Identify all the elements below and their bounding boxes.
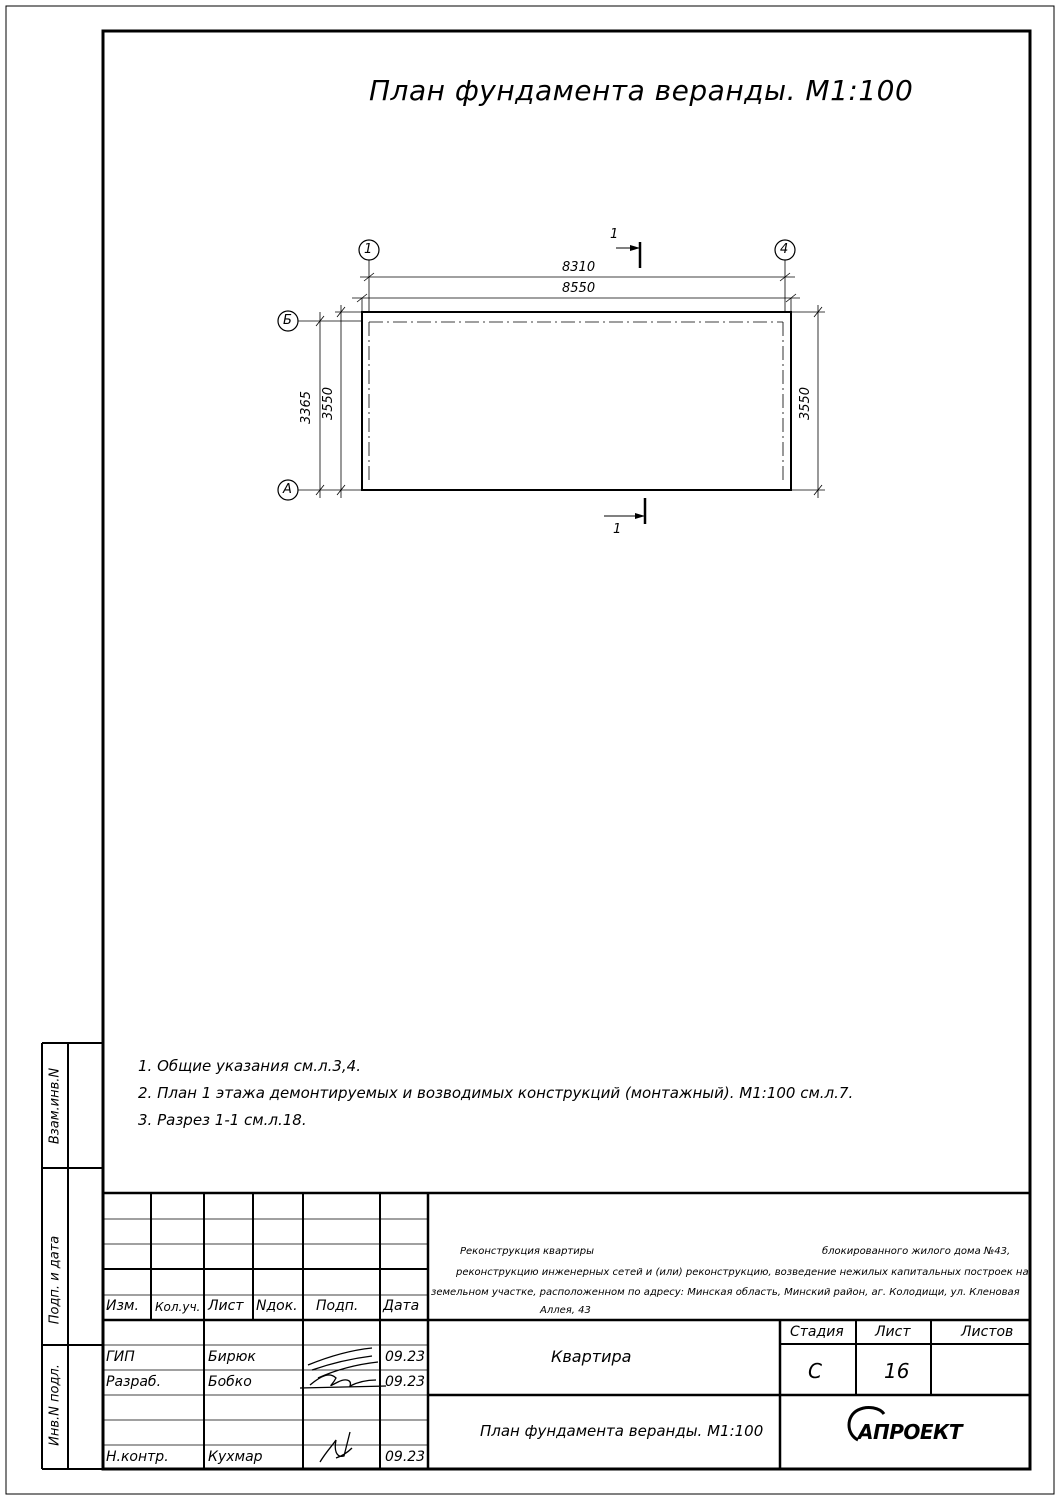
project-line2: реконструкцию инженерных сетей и (или) реконструкцию, возведение нежилых капитальных построек на: [456, 1267, 1029, 1278]
dimension-3550-left: 3550: [321, 386, 337, 421]
side-stamp-vzam: Взам.инв.N: [47, 1067, 63, 1145]
date-nkontr: 09.23: [385, 1449, 426, 1465]
project-line1-a: Реконструкция квартиры: [460, 1246, 594, 1257]
page-title: План фундамента веранды. М1:100: [369, 74, 914, 107]
name-gip: Бирюк: [208, 1349, 256, 1365]
role-razrab: Разраб.: [106, 1374, 162, 1390]
date-gip: 09.23: [385, 1349, 426, 1365]
note-3: 3. Разрез 1-1 см.л.18.: [138, 1111, 307, 1129]
company-logo-text: АПРОЕКТ: [858, 1420, 963, 1444]
stage-value: С: [808, 1359, 822, 1383]
header-izm: Изм.: [106, 1298, 139, 1314]
axis-label-a: А: [283, 482, 292, 497]
sheets-label: Листов: [961, 1324, 1014, 1340]
sheet-title: План фундамента веранды. М1:100: [480, 1422, 764, 1440]
header-kol: Кол.уч.: [155, 1300, 201, 1314]
side-stamp-podp: Подп. и дата: [47, 1235, 63, 1325]
project-line1-b: блокированного жилого дома №43,: [822, 1246, 1011, 1257]
header-podp: Подп.: [316, 1298, 359, 1314]
header-data: Дата: [383, 1298, 420, 1314]
name-razrab: Бобко: [208, 1374, 252, 1390]
foundation-plan: [278, 240, 825, 524]
note-2: 2. План 1 этажа демонтируемых и возводимых конструкций (монтажный). М1:100 см.л.7.: [138, 1084, 854, 1102]
project-line4: Аллея, 43: [540, 1305, 591, 1316]
role-nkontr: Н.контр.: [106, 1449, 169, 1465]
axis-label-1: 1: [364, 242, 373, 257]
dimension-8310: 8310: [562, 260, 596, 275]
role-gip: ГИП: [106, 1349, 135, 1365]
object-name: Квартира: [551, 1347, 632, 1366]
dimension-3550-right: 3550: [798, 386, 814, 421]
date-razrab: 09.23: [385, 1374, 426, 1390]
sheet-label: Лист: [875, 1324, 911, 1340]
sheet-value: 16: [884, 1359, 910, 1383]
header-list: Лист: [208, 1298, 244, 1314]
section-mark-bottom: 1: [613, 522, 622, 537]
note-1: 1. Общие указания см.л.3,4.: [138, 1057, 361, 1075]
stage-label: Стадия: [790, 1324, 844, 1340]
section-mark-top: 1: [610, 227, 619, 242]
dimension-3365: 3365: [299, 390, 315, 425]
axis-label-4: 4: [780, 242, 789, 257]
dimension-8550: 8550: [562, 281, 596, 296]
axis-label-b: Б: [283, 313, 292, 328]
project-line3: земельном участке, расположенном по адресу: Минская область, Минский район, аг. Колодищи, ул. Кленовая: [431, 1287, 1020, 1298]
name-nkontr: Кухмар: [208, 1449, 263, 1465]
header-ndok: Nдок.: [256, 1298, 298, 1314]
side-stamp-inv: Инв.N подл.: [47, 1364, 63, 1446]
